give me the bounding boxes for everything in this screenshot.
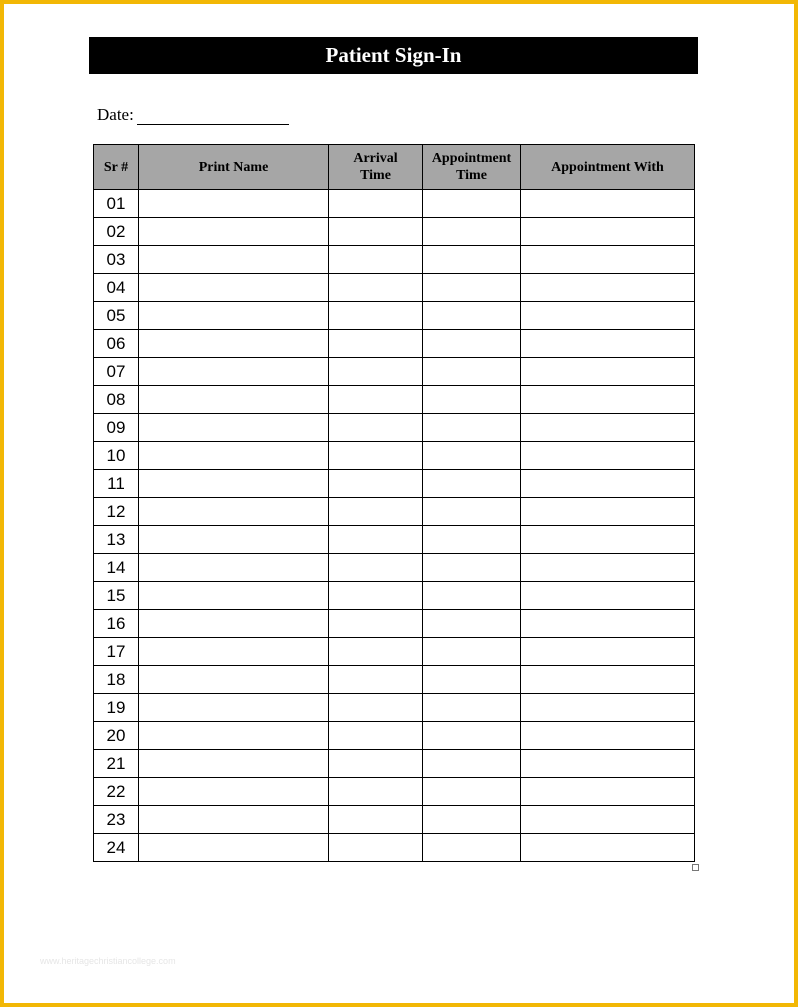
arrival-time-cell[interactable]	[329, 246, 423, 274]
arrival-time-cell[interactable]	[329, 554, 423, 582]
appointment-with-cell[interactable]	[521, 358, 695, 386]
table-row	[94, 274, 695, 302]
appointment-time-cell[interactable]	[423, 414, 521, 442]
watermark: www.heritagechristiancollege.com	[40, 956, 176, 966]
appointment-time-cell[interactable]	[423, 274, 521, 302]
appointment-with-cell[interactable]	[521, 778, 695, 806]
table-row	[94, 834, 695, 862]
table-row	[94, 302, 695, 330]
appointment-time-cell[interactable]	[423, 386, 521, 414]
row-number: 16	[94, 610, 139, 638]
table-row	[94, 638, 695, 666]
print-name-cell[interactable]	[139, 638, 329, 666]
row-number: 22	[94, 778, 139, 806]
appointment-time-cell[interactable]	[423, 694, 521, 722]
appointment-with-cell[interactable]	[521, 610, 695, 638]
row-number: 07	[94, 358, 139, 386]
print-name-cell[interactable]	[139, 582, 329, 610]
row-number: 04	[94, 274, 139, 302]
row-number: 08	[94, 386, 139, 414]
arrival-time-cell[interactable]	[329, 666, 423, 694]
appointment-with-cell[interactable]	[521, 554, 695, 582]
date-row	[97, 101, 289, 125]
appointment-with-cell[interactable]	[521, 834, 695, 862]
table-row	[94, 722, 695, 750]
print-name-cell[interactable]	[139, 610, 329, 638]
table-row	[94, 246, 695, 274]
appointment-time-cell[interactable]	[423, 302, 521, 330]
appointment-time-cell[interactable]	[423, 498, 521, 526]
print-name-cell[interactable]	[139, 498, 329, 526]
appointment-with-cell[interactable]	[521, 190, 695, 218]
print-name-cell[interactable]	[139, 750, 329, 778]
print-name-cell[interactable]	[139, 190, 329, 218]
appointment-time-cell[interactable]	[423, 470, 521, 498]
appointment-time-cell[interactable]	[423, 218, 521, 246]
table-row	[94, 778, 695, 806]
row-number: 15	[94, 582, 139, 610]
print-name-cell[interactable]	[139, 358, 329, 386]
table-row	[94, 470, 695, 498]
row-number: 19	[94, 694, 139, 722]
header-arrival-time: Arrival Time	[329, 145, 423, 190]
row-number: 05	[94, 302, 139, 330]
appointment-time-cell[interactable]	[423, 358, 521, 386]
row-number: 09	[94, 414, 139, 442]
header-appointment-time: Appointment Time	[423, 145, 521, 190]
print-name-cell[interactable]	[139, 806, 329, 834]
row-number: 14	[94, 554, 139, 582]
table-row	[94, 582, 695, 610]
print-name-cell[interactable]	[139, 386, 329, 414]
row-number: 18	[94, 666, 139, 694]
table-row	[94, 414, 695, 442]
appointment-with-cell[interactable]	[521, 386, 695, 414]
row-number: 11	[94, 470, 139, 498]
appointment-with-cell[interactable]	[521, 498, 695, 526]
appointment-time-cell[interactable]	[423, 610, 521, 638]
table-row	[94, 218, 695, 246]
appointment-time-cell[interactable]	[423, 666, 521, 694]
table-body	[94, 190, 695, 862]
print-name-cell[interactable]	[139, 694, 329, 722]
arrival-time-cell[interactable]	[329, 358, 423, 386]
appointment-with-cell[interactable]	[521, 666, 695, 694]
table-row	[94, 666, 695, 694]
print-name-cell[interactable]	[139, 330, 329, 358]
arrival-time-cell[interactable]	[329, 806, 423, 834]
print-name-cell[interactable]	[139, 554, 329, 582]
arrival-time-cell[interactable]	[329, 834, 423, 862]
table-row	[94, 358, 695, 386]
appointment-time-cell[interactable]	[423, 246, 521, 274]
appointment-time-cell[interactable]	[423, 526, 521, 554]
table-row	[94, 750, 695, 778]
date-field-line[interactable]	[137, 106, 289, 125]
print-name-cell[interactable]	[139, 666, 329, 694]
table-resize-handle[interactable]	[692, 864, 699, 871]
row-number: 23	[94, 806, 139, 834]
appointment-time-cell[interactable]	[423, 582, 521, 610]
print-name-cell[interactable]	[139, 442, 329, 470]
row-number: 01	[94, 190, 139, 218]
appointment-time-cell[interactable]	[423, 722, 521, 750]
row-number: 24	[94, 834, 139, 862]
table-row	[94, 610, 695, 638]
print-name-cell[interactable]	[139, 834, 329, 862]
row-number: 21	[94, 750, 139, 778]
header-row	[94, 145, 695, 190]
row-number: 06	[94, 330, 139, 358]
appointment-with-cell[interactable]	[521, 638, 695, 666]
arrival-time-cell[interactable]	[329, 610, 423, 638]
appointment-with-cell[interactable]	[521, 442, 695, 470]
appointment-time-cell[interactable]	[423, 806, 521, 834]
appointment-with-cell[interactable]	[521, 470, 695, 498]
row-number: 02	[94, 218, 139, 246]
arrival-time-cell[interactable]	[329, 414, 423, 442]
appointment-time-cell[interactable]	[423, 638, 521, 666]
table-row	[94, 190, 695, 218]
row-number: 13	[94, 526, 139, 554]
appointment-with-cell[interactable]	[521, 750, 695, 778]
print-name-cell[interactable]	[139, 778, 329, 806]
row-number: 03	[94, 246, 139, 274]
print-name-cell[interactable]	[139, 526, 329, 554]
header-appointment-with: Appointment With	[521, 145, 695, 190]
table-row	[94, 498, 695, 526]
page-title-bar	[89, 37, 698, 74]
appointment-time-cell[interactable]	[423, 330, 521, 358]
table-row	[94, 554, 695, 582]
arrival-time-cell[interactable]	[329, 582, 423, 610]
appointment-with-cell[interactable]	[521, 582, 695, 610]
row-number: 20	[94, 722, 139, 750]
appointment-time-cell[interactable]	[423, 190, 521, 218]
arrival-time-cell[interactable]	[329, 750, 423, 778]
date-label: Date:	[97, 105, 134, 124]
print-name-cell[interactable]	[139, 218, 329, 246]
arrival-time-cell[interactable]	[329, 330, 423, 358]
header-print-name: Print Name	[139, 145, 329, 190]
print-name-cell[interactable]	[139, 722, 329, 750]
arrival-time-cell[interactable]	[329, 526, 423, 554]
print-name-cell[interactable]	[139, 470, 329, 498]
header-sr-number: Sr #	[94, 145, 139, 190]
arrival-time-cell[interactable]	[329, 778, 423, 806]
row-number: 10	[94, 442, 139, 470]
appointment-with-cell[interactable]	[521, 330, 695, 358]
appointment-with-cell[interactable]	[521, 218, 695, 246]
arrival-time-cell[interactable]	[329, 218, 423, 246]
appointment-time-cell[interactable]	[423, 834, 521, 862]
appointment-time-cell[interactable]	[423, 442, 521, 470]
arrival-time-cell[interactable]	[329, 638, 423, 666]
arrival-time-cell[interactable]	[329, 722, 423, 750]
arrival-time-cell[interactable]	[329, 274, 423, 302]
print-name-cell[interactable]	[139, 274, 329, 302]
table-row	[94, 526, 695, 554]
table-row	[94, 806, 695, 834]
table-row	[94, 330, 695, 358]
appointment-with-cell[interactable]	[521, 526, 695, 554]
row-number: 17	[94, 638, 139, 666]
appointment-time-cell[interactable]	[423, 554, 521, 582]
print-name-cell[interactable]	[139, 246, 329, 274]
sign-in-table	[93, 144, 695, 862]
appointment-with-cell[interactable]	[521, 806, 695, 834]
table-row	[94, 442, 695, 470]
appointment-time-cell[interactable]	[423, 778, 521, 806]
arrival-time-cell[interactable]	[329, 442, 423, 470]
print-name-cell[interactable]	[139, 414, 329, 442]
print-name-cell[interactable]	[139, 302, 329, 330]
row-number: 12	[94, 498, 139, 526]
arrival-time-cell[interactable]	[329, 470, 423, 498]
arrival-time-cell[interactable]	[329, 498, 423, 526]
appointment-with-cell[interactable]	[521, 694, 695, 722]
page-title: Patient Sign-In	[325, 43, 462, 67]
table-row	[94, 386, 695, 414]
arrival-time-cell[interactable]	[329, 386, 423, 414]
appointment-with-cell[interactable]	[521, 722, 695, 750]
arrival-time-cell[interactable]	[329, 190, 423, 218]
appointment-with-cell[interactable]	[521, 246, 695, 274]
arrival-time-cell[interactable]	[329, 302, 423, 330]
appointment-with-cell[interactable]	[521, 302, 695, 330]
appointment-time-cell[interactable]	[423, 750, 521, 778]
appointment-with-cell[interactable]	[521, 274, 695, 302]
arrival-time-cell[interactable]	[329, 694, 423, 722]
appointment-with-cell[interactable]	[521, 414, 695, 442]
table-row	[94, 694, 695, 722]
